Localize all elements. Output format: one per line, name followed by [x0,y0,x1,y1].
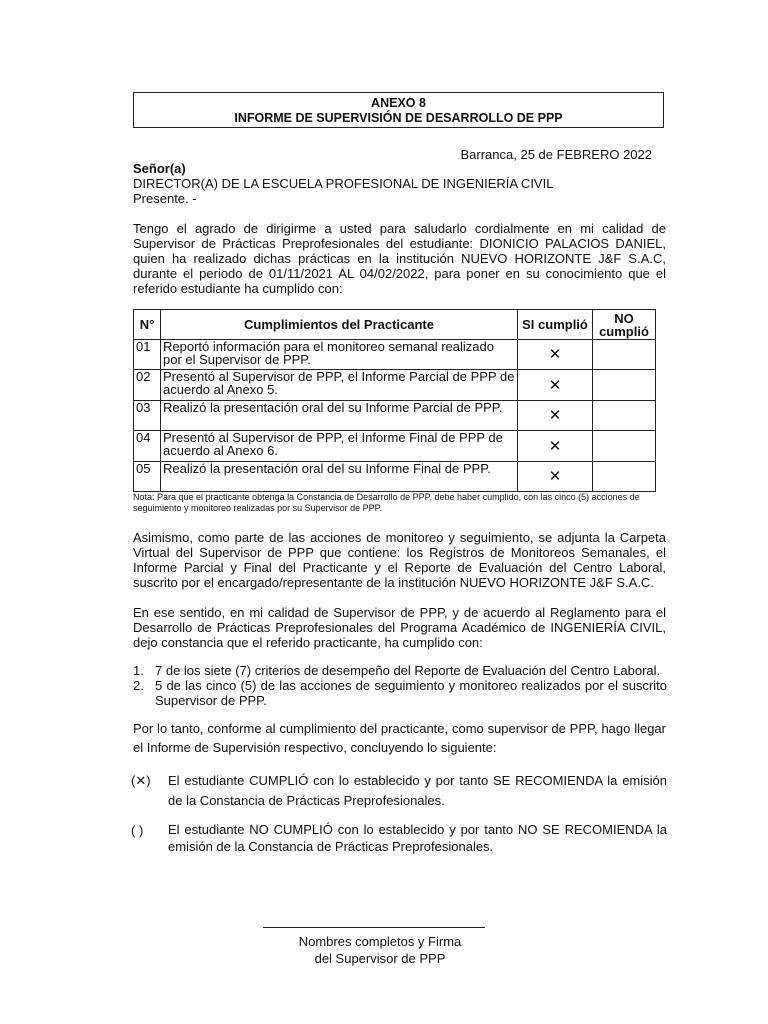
row-desc: Reportó información para el monitoreo semanal realizado por el Supervisor de PPP. [161,340,518,370]
row-desc: Realizó la presentación oral del su Informe Final de PPP. [161,462,518,492]
row-no-mark [593,431,656,462]
col-num-header: N° [134,310,161,340]
list-item [133,663,667,678]
row-num: 05 [134,462,161,492]
signature-line [263,927,485,928]
option-cumplio-text: El estudiante CUMPLIÓ con lo establecido y por tanto SE RECOMIENDA la emisión de la Constancia de Prácticas Preprofesionales. [168,773,667,808]
row-num: 04 [134,431,161,462]
signature-caption-line1: Nombres completos y Firma [298,934,462,949]
list-item-text: 5 de las cinco (5) de las acciones de seguimiento y monitoreo realizados por el suscrito Supervisor de PPP. [155,678,667,708]
table-note: Nota: Para que el practicante obtenga la Constancia de Desarrollo de PPP, debe haber cumplido, con las cinco (5) acciones de seguimiento y monitoreo realizadas por su Supervisor de PPP. [133,492,640,513]
row-num: 02 [134,370,161,401]
col-desc-header: Cumplimientos del Practicante [161,310,518,340]
table-row [134,370,656,401]
salutation [133,161,666,206]
row-num: 01 [134,340,161,370]
option-no-cumplio [131,821,667,855]
option-cumplio [131,771,667,811]
col-no-header: NO cumplió [593,310,656,340]
option-cumplio-checkbox[interactable]: (✕) [131,773,151,788]
table-row [134,462,656,492]
row-no-mark [593,462,656,492]
row-si-mark: ✕ [518,431,593,462]
row-desc: Presentó al Supervisor de PPP, el Informe Parcial de PPP de acuerdo al Anexo 5. [161,370,518,401]
row-num: 03 [134,401,161,431]
table-header-row [134,310,656,340]
row-si-mark: ✕ [518,370,593,401]
conclusion-paragraph: Por lo tanto, conforme al cumplimiento del practicante, como supervisor de PPP, hago llegar el Informe de Supervisión respectivo, concluyendo lo siguiente: [133,721,666,755]
table-row [134,431,656,462]
option-no-cumplio-checkbox[interactable]: ( ) [131,823,144,838]
date-line: Barranca, 25 de FEBRERO 2022 [460,147,652,162]
row-desc: Presentó al Supervisor de PPP, el Informe Final de PPP de acuerdo al Anexo 6. [161,431,518,462]
list-item-text: 7 de los siete (7) criterios de desempeño del Reporte de Evaluación del Centro Laboral. [155,663,661,678]
row-no-mark [593,340,656,370]
compliance-table [133,309,656,492]
signature-caption [263,933,497,967]
list-item [133,678,667,708]
list-item-number: 1. [133,663,144,678]
row-no-mark [593,401,656,431]
intro-paragraph: Tengo el agrado de dirigirme a usted para saludarlo cordialmente en mi calidad de Supervisor de Prácticas Preprofesionales del estudiante: DIONICIO PALACIOS DANIEL, quien ha realizado dichas prácticas en la institución NUEVO HORIZONTE J&F S.A.C, durante el periodo de 01/11/2021 AL 04/02/2022, para poner en su conocimiento que el referido estudiante ha cumplido con: [133,221,666,296]
row-si-mark: ✕ [518,340,593,370]
salutation-presente: Presente. - [133,191,197,206]
signature-caption-line2: del Supervisor de PPP [314,951,446,966]
row-si-mark: ✕ [518,462,593,492]
attachment-paragraph: Asimismo, como parte de las acciones de monitoreo y seguimiento, se adjunta la Carpeta Virtual del Supervisor de PPP que contiene: los Registros de Monitoreos Semanales, el Informe Parcial y Final del Practicante y el Reporte de Evaluación del Centro Laboral, suscrito por el encargado/representante de la institución NUEVO HORIZONTE J&F S.A.C. [133,530,666,590]
salutation-addressee: DIRECTOR(A) DE LA ESCUELA PROFESIONAL DE INGENIERÍA CIVIL [133,176,554,191]
col-si-header: SI cumplió [518,310,593,340]
table-row [134,401,656,431]
document-title: INFORME DE SUPERVISIÓN DE DESARROLLO DE PPP [234,111,563,125]
list-item-number: 2. [133,678,144,693]
row-si-mark: ✕ [518,401,593,431]
annex-label: ANEXO 8 [371,96,426,110]
compliance-paragraph: En ese sentido, en mi calidad de Supervisor de PPP, y de acuerdo al Reglamento para el Desarrollo de Prácticas Preprofesionales del Programa Académico de INGENIERÍA CIVIL, dejo constancia que el referido practicante, ha cumplido con: [133,605,666,650]
salutation-title: Señor(a) [133,161,186,176]
table-row [134,340,656,370]
criteria-list [133,663,667,708]
row-no-mark [593,370,656,401]
row-desc: Realizó la presentación oral del su Informe Parcial de PPP. [161,401,518,431]
document-header [133,92,664,128]
option-no-cumplio-text: El estudiante NO CUMPLIÓ con lo establecido y por tanto NO SE RECOMIENDA la emisión de la Constancia de Prácticas Preprofesionales. [168,822,667,854]
